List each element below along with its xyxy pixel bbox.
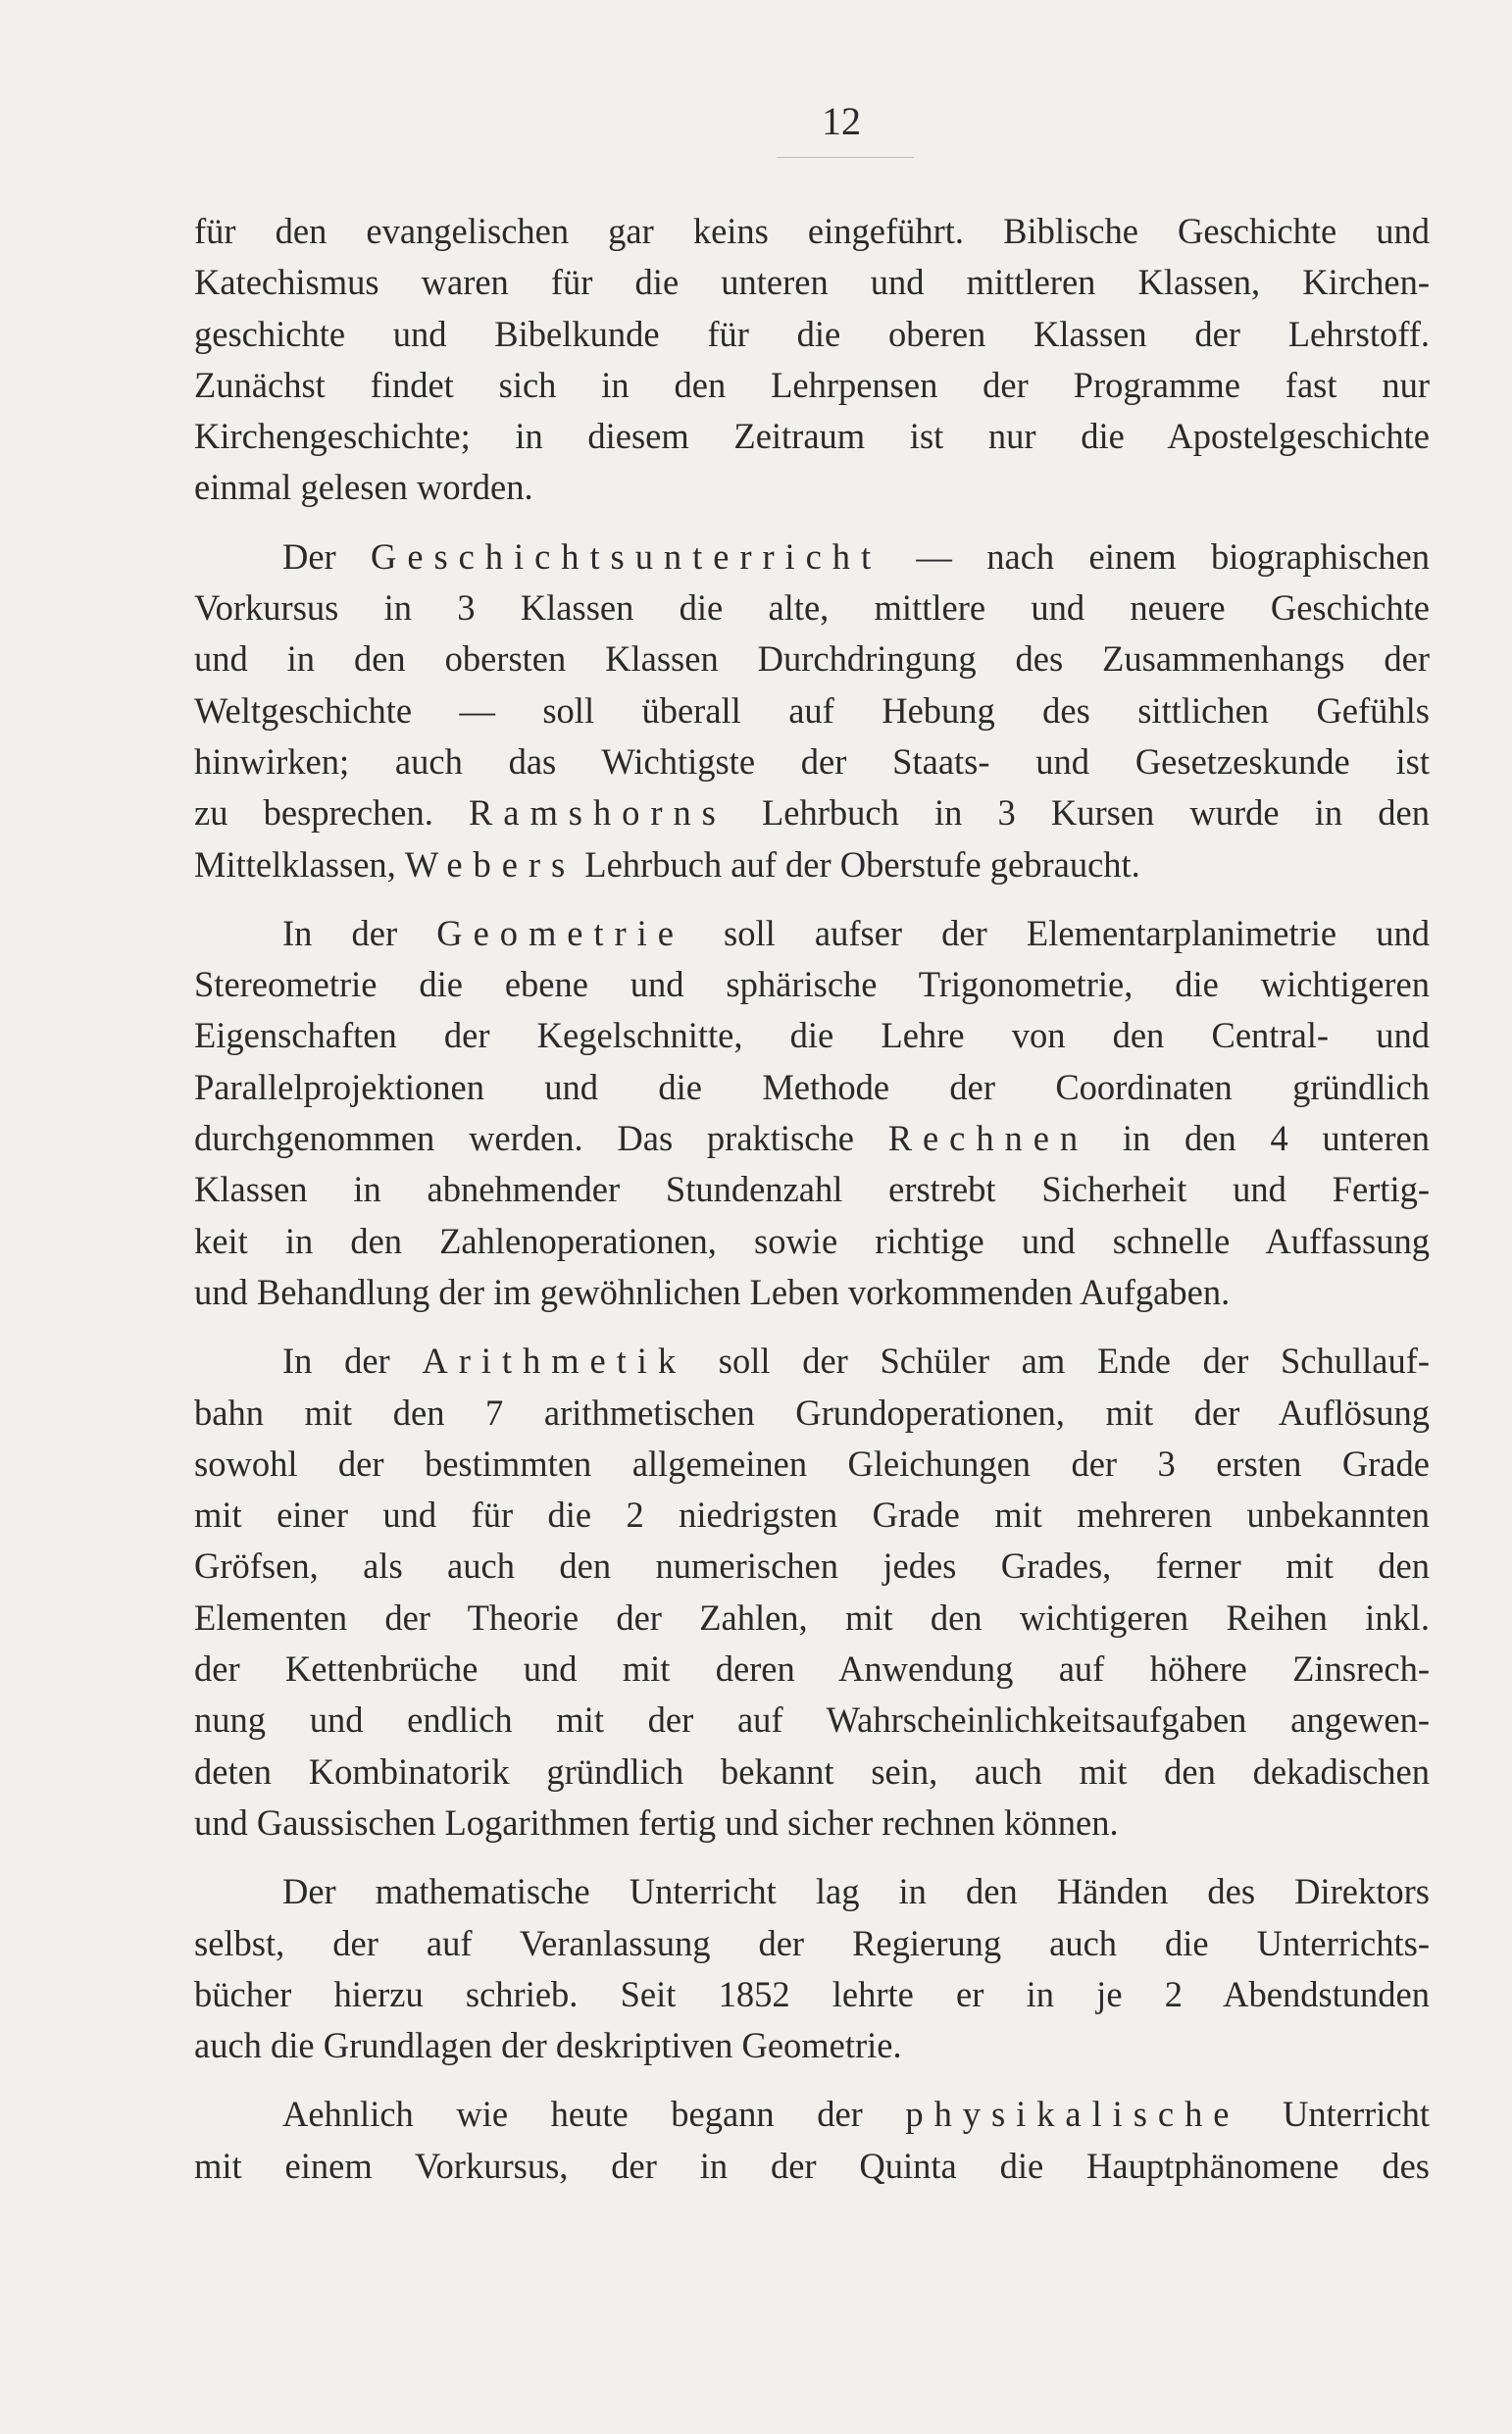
text-line: nung und endlich mit der auf Wahrscheinlichkeitsaufgaben angewen- [194, 1699, 1430, 1741]
text-segment: in den 4 unteren [1088, 1118, 1430, 1159]
text-line: Kirchengeschichte; in diesem Zeitraum ist nur die Apostelgeschichte [194, 416, 1430, 457]
emphasized-term: Rechnen [887, 1118, 1089, 1159]
text-line: bücher hierzu schrieb. Seit 1852 lehrte er in je 2 Abendstunden [194, 1973, 1430, 2014]
text-segment: durchgenommen werden. Das praktische [194, 1118, 888, 1159]
text-segment: Lehrbuch in 3 Kursen wurde in den [726, 792, 1430, 834]
text-segment: zu besprechen. [194, 792, 470, 834]
header-rule [777, 157, 914, 158]
text-line: Gröfsen, als auch den numerischen jedes Grades, ferner mit den [194, 1546, 1430, 1587]
text-line: für den evangelischen gar keins eingeführt. Biblische Geschichte und [194, 211, 1430, 251]
paragraph [194, 908, 1430, 1318]
paragraph [194, 2089, 1430, 2192]
text-line: Der mathematische Unterricht lag in den Händen des Direktors [282, 1871, 1430, 1912]
text-segment: Lehrbuch auf der Oberstufe gebraucht. [576, 843, 1140, 885]
emphasized-term: Ramshorns [469, 792, 727, 834]
text-segment: — nach einem biographischen [882, 535, 1430, 577]
text-line: Katechismus waren für die unteren und mittleren Klassen, Kirchen- [194, 262, 1430, 303]
text-line: keit in den Zahlenoperationen, sowie richtige und schnelle Auffassung [194, 1220, 1430, 1261]
paragraph [194, 206, 1430, 514]
text-line [194, 787, 1430, 838]
text-line: mit einem Vorkursus, der in der Quinta die Hauptphänomene des [194, 2145, 1430, 2186]
text-line: Parallelprojektionen und die Methode der Coordinaten gründlich [194, 1066, 1430, 1107]
text-line [194, 1336, 1430, 1387]
text-segment: soll der Schüler am Ende der Schullauf- [686, 1341, 1430, 1382]
text-line: Klassen in abnehmender Stundenzahl erstrebt Sicherheit und Fertig- [194, 1169, 1430, 1210]
text-line: selbst, der auf Veranlassung der Regierung auch die Unterrichts- [194, 1922, 1430, 1963]
text-line: der Kettenbrüche und mit deren Anwendung auf höhere Zinsrech- [194, 1648, 1430, 1690]
emphasized-term: Geschichtsunterricht [371, 535, 882, 577]
text-line: Eigenschaften der Kegelschnitte, die Lehre von den Central- und [194, 1015, 1430, 1056]
text-line: geschichte und Bibelkunde für die oberen Klassen der Lehrstoff. [194, 313, 1430, 354]
text-line: Stereometrie die ebene und sphärische Trigonometrie, die wichtigeren [194, 964, 1430, 1005]
text-line [194, 532, 1430, 583]
text-line: sowohl der bestimmten allgemeinen Gleichungen der 3 ersten Grade [194, 1443, 1430, 1484]
text-line: Vorkursus in 3 Klassen die alte, mittlere und neuere Geschichte [194, 587, 1430, 629]
text-line: Zunächst findet sich in den Lehrpensen der Programme fast nur [194, 364, 1430, 405]
text-segment: Mittelklassen, [194, 843, 405, 885]
text-body [194, 206, 1430, 2192]
text-segment: soll aufser der Elementarplanimetrie und [683, 912, 1430, 953]
text-line: und Behandlung der im gewöhnlichen Leben vorkommenden Aufgaben. [194, 1271, 1231, 1312]
paragraph [194, 1336, 1430, 1849]
text-line: und Gaussischen Logarithmen fertig und sicher rechnen können. [194, 1801, 1119, 1843]
text-segment: Aehnlich wie heute begann der [282, 2094, 906, 2135]
text-line: hinwirken; auch das Wichtigste der Staats- und Gesetzeskunde ist [194, 740, 1430, 782]
text-line [194, 2089, 1430, 2140]
text-segment: In der [282, 912, 437, 953]
page-number: 12 [822, 99, 861, 143]
text-segment: Unterricht [1239, 2094, 1430, 2135]
emphasized-term: Webers [404, 843, 577, 885]
text-line: Elementen der Theorie der Zahlen, mit den wichtigeren Reihen inkl. [194, 1597, 1430, 1638]
text-segment: In der [282, 1341, 423, 1382]
emphasized-term: physikalische [905, 2094, 1240, 2135]
text-line: auch die Grundlagen der deskriptiven Geometrie. [194, 2025, 902, 2066]
text-line: bahn mit den 7 arithmetischen Grundoperationen, mit der Auflösung [194, 1392, 1430, 1433]
text-line [194, 1113, 1430, 1164]
text-line: einmal gelesen worden. [194, 467, 533, 508]
text-line: mit einer und für die 2 niedrigsten Grade mit mehreren unbekannten [194, 1495, 1430, 1536]
text-segment: Der [282, 535, 372, 577]
paragraph [194, 1866, 1430, 2071]
text-line [194, 839, 1430, 890]
emphasized-term: Geometrie [436, 912, 684, 953]
text-line: deten Kombinatorik gründlich bekannt sein, auch mit den dekadischen [194, 1750, 1430, 1792]
text-line [194, 908, 1430, 959]
paragraph [194, 532, 1430, 890]
text-line: und in den obersten Klassen Durchdringung des Zusammenhangs der [194, 638, 1430, 680]
text-line: Weltgeschichte — soll überall auf Hebung des sittlichen Gefühls [194, 689, 1430, 731]
emphasized-term: Arithmetik [422, 1341, 687, 1382]
